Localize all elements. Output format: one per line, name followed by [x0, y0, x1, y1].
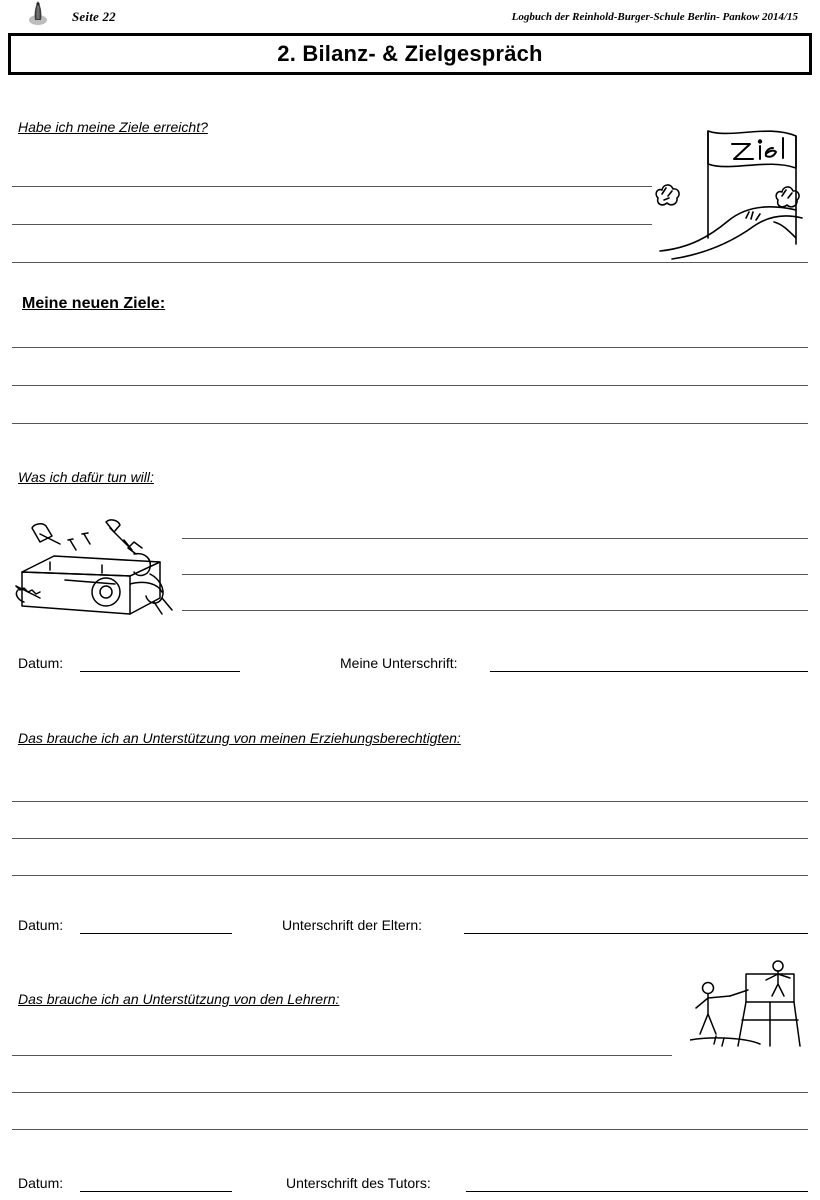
heading-new-goals: Meine neuen Ziele: [22, 295, 166, 312]
heading-goals-reached: Habe ich meine Ziele erreicht? [18, 119, 208, 135]
page-number-label: Seite 22 [72, 9, 116, 24]
writing-line [12, 423, 808, 424]
heading-support-teachers: Das brauche ich an Unterstützung von den Lehrern: [18, 991, 340, 1007]
writing-line [182, 574, 808, 575]
page-title-box [8, 33, 812, 75]
signature-field-student[interactable] [490, 671, 808, 672]
writing-line [12, 875, 808, 876]
writing-line [12, 838, 808, 839]
writing-line [12, 1092, 808, 1093]
signature-label-tutor: Unterschrift des Tutors: [286, 1175, 431, 1191]
date-field-tutor[interactable] [80, 1191, 232, 1192]
writing-line [12, 262, 808, 263]
logbook-source-label: Logbuch der Reinhold-Burger-Schule Berlin- Pankow 2014/15 [511, 11, 798, 23]
page-title: 2. Bilanz- & Zielgespräch [277, 41, 543, 66]
teacher-at-board-icon [690, 960, 808, 1052]
writing-line [182, 538, 808, 539]
writing-line [12, 1129, 808, 1130]
writing-line [12, 186, 652, 187]
signature-label-parents: Unterschrift der Eltern: [282, 917, 423, 933]
goal-flag-hill-icon [650, 126, 815, 266]
date-field-student[interactable] [80, 671, 240, 672]
heading-what-to-do: Was ich dafür tun will: [18, 469, 154, 485]
toolbox-tools-icon [10, 510, 180, 625]
signature-label-student: Meine Unterschrift: [340, 655, 458, 671]
date-label-parents: Datum: [18, 917, 64, 933]
page-header [0, 0, 820, 30]
date-label-tutor: Datum: [18, 1175, 64, 1191]
writing-line [12, 385, 808, 386]
signature-field-tutor[interactable] [466, 1191, 808, 1192]
writing-line [12, 224, 652, 225]
writing-line [12, 1055, 672, 1056]
heading-support-parents: Das brauche ich an Unterstützung von meinen Erziehungsberechtigten: [18, 730, 461, 746]
date-field-parents[interactable] [80, 933, 232, 934]
school-logo-icon [22, 0, 54, 28]
signature-field-parents[interactable] [464, 933, 808, 934]
date-label-student: Datum: [18, 655, 64, 671]
writing-line [12, 801, 808, 802]
writing-line [12, 347, 808, 348]
writing-line [182, 610, 808, 611]
